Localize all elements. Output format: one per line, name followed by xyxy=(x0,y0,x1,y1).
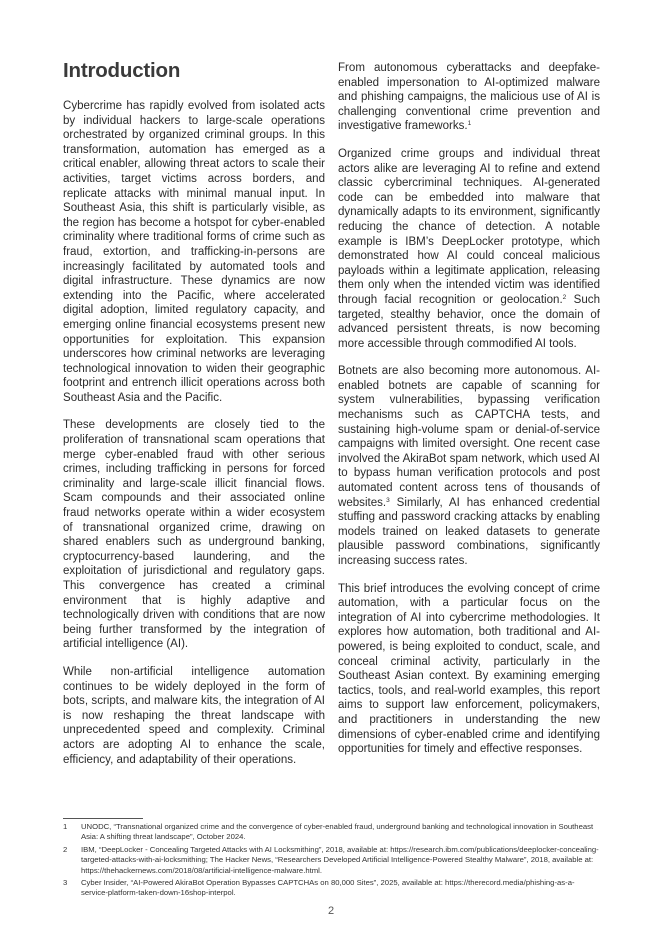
footnote-text: IBM, “DeepLocker - Concealing Targeted Attacks with AI Locksmithing”, 2018, available at: https://research.ibm.com/publications/deeplocker-concealing-targeted-attacks-with-ai-locksmithing; The Hacker News, “Researchers Developed Artificial Intelligence-Powered Stealthy Malware”, 2018, available at: https://thehackernews.com/2018/08/artificial-intelligence-malware.html. xyxy=(81,844,599,875)
paragraph-7 xyxy=(338,582,600,757)
paragraph-4 xyxy=(338,61,600,134)
right-column xyxy=(338,58,600,770)
footnote-number: 2 xyxy=(63,844,68,854)
left-column xyxy=(63,58,325,780)
paragraph-1: Cybercrime has rapidly evolved from isolated acts by individual hackers to large-scale operations orchestrated by organized criminal groups. In this transformation, automation has emerged as a critical enabler, allowing threat actors to scale their activities, target victims across borders, and replicate attacks with minimal manual input. In Southeast Asia, this shift is particularly visible, as the region has become a hotspot for cyber-enabled criminality where traditional forms of crime such as fraud, extortion, and trafficking-in-persons are increasingly facilitated by automated tools and digital infrastructure. These dynamics are now extending into the Pacific, where accelerated digital adoption, limited regulatory capacity, and emerging online financial ecosystems present new opportunities for exploitation. This expansion underscores how criminal networks are leveraging technological innovation to widen their geographic footprint and entrench illicit operations across both Southeast Asia and the Pacific. xyxy=(63,100,325,404)
footnote-number: 1 xyxy=(63,822,68,831)
footnote-3 xyxy=(63,878,600,899)
paragraph-5 xyxy=(338,147,600,351)
footnote-1 xyxy=(63,822,600,843)
paragraph-6-after: Similarly, AI has enhanced credential stuffing and password cracking attacks by enabling models trained on leaked datasets to generate plausible password combinations, significantly increasing success rates. xyxy=(338,496,600,567)
footnote-divider xyxy=(63,818,143,819)
footnote-text: Cyber Insider, “AI-Powered AkiraBot Operation Bypasses CAPTCHAs on 80,000 Sites”, 2025, available at: https://therecord.media/phishing-as-a-service-platform-taken-down-16shop-interpol. xyxy=(81,878,575,898)
paragraph-6 xyxy=(338,364,600,568)
footnote-ref-3: 3 xyxy=(386,496,390,504)
footnotes xyxy=(63,822,600,901)
paragraph-2: These developments are closely tied to the proliferation of transnational scam operations that merge cyber-enabled fraud with other serious crimes, including trafficking in persons for forced criminality and large-scale illicit financial flows. Scam compounds and their associated online fraud networks operate within a wider ecosystem of transnational organized crime, drawing on shared enablers such as underground banking, cryptocurrency-based laundering, and the exploitation of jurisdictional and regulatory gaps. This convergence has created a criminal environment that is highly adaptive and technologically driven with conditions that are now being further transformed by the integration of artificial intelligence (AI). xyxy=(63,419,325,651)
footnote-ref-2: 2 xyxy=(562,293,567,301)
footnote-text: UNODC, “Transnational organized crime and the convergence of cyber-enabled fraud, underground banking and technological innovation in Southeast Asia: A shifting threat landscape”, October 2024. xyxy=(81,822,594,842)
paragraph-5-text: Organized crime groups and individual threat actors alike are leveraging AI to refine and extend classic cybercriminal techniques. AI-generated code can be embedded into malware that dynamically adapts to its environment, significantly reducing the chance of detection. A notable example is IBM’s DeepLocker prototype, which demonstrated how AI could conceal malicious payloads within a legitimate application, releasing them only when the intended victim was identified through facial recognition or geolocation. xyxy=(338,147,600,306)
footnote-ref-1: 1 xyxy=(467,120,472,128)
paragraph-4-text: From autonomous cyberattacks and deepfake-enabled impersonation to AI-optimized malware and phishing campaigns, the malicious use of AI is challenging conventional crime prevention and investigative frameworks. xyxy=(338,62,600,133)
paragraph-3: While non-artificial intelligence automation continues to be widely deployed in the form of bots, scripts, and malware kits, the integration of AI is now reshaping the threat landscape with unprecedented speed and complexity. Criminal actors are adopting AI to enhance the scale, efficiency, and adaptability of their operations. xyxy=(63,665,325,766)
footnote-number: 3 xyxy=(63,878,68,888)
page-number: 2 xyxy=(327,905,335,917)
paragraph-7-text: This brief introduces the evolving concept of crime automation, with a particular focus on the integration of AI into cybercrime methodologies. It explores how automation, both traditional and AI-powered, is being exploited to conduct, scale, and conceal criminal activity, particularly in the Southeast Asian context. By examining emerging tactics, tools, and real-world examples, this report aims to support law enforcement, policymakers, and practitioners in understanding the new dimensions of cyber-enabled crime and identifying opportunities for timely and effective responses. xyxy=(338,582,600,756)
section-heading: Introduction xyxy=(63,59,181,82)
footnote-2 xyxy=(63,845,600,876)
paragraph-6-text: Botnets are also becoming more autonomous. AI-enabled botnets are capable of scanning for system vulnerabilities, bypassing verification mechanisms such as CAPTCHA tests, and sustaining high-volume spam or denial-of-service campaigns with limited oversight. One recent case involved the AkiraBot spam network, which used AI to bypass human verification protocols and post automated content across tens of thousands of websites. xyxy=(338,365,600,509)
paragraph-5-after: Such targeted, stealthy behavior, once the domain of advanced persistent threats, is now becoming more accessible through commodified AI tools. xyxy=(338,293,600,350)
